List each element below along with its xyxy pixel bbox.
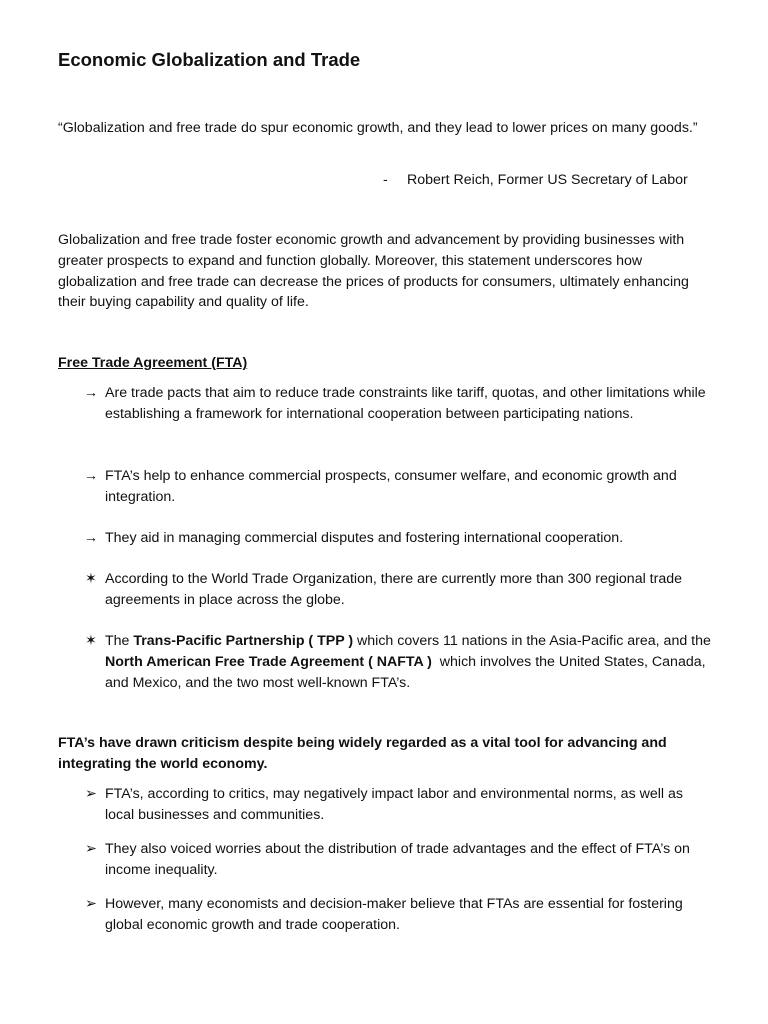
- nafta-term: North American Free Trade Agreement ( NAFTA ): [105, 653, 432, 670]
- list-item-text: FTA’s, according to critics, may negatively impact labor and environmental norms, as well as local businesses and communities.: [105, 786, 683, 823]
- list-item-text: The Trans-Pacific Partnership ( TPP ) which covers 11 nations in the Asia-Pacific area, and the North American Free Trade Agreement ( NAFTA ) which involves the United States, Canada, and Mexico, and the two most well-known FTA’s.: [105, 633, 711, 691]
- quote-attribution-line: [383, 170, 713, 191]
- list-item: [81, 528, 711, 549]
- quote-text: “Globalization and free trade do spur economic growth, and they lead to lower prices on many goods.”: [58, 120, 698, 136]
- arrow-right-icon: →: [83, 385, 99, 401]
- list-item: [81, 383, 711, 425]
- list-item-text: They aid in managing commercial disputes and fostering international cooperation.: [105, 530, 624, 546]
- list-item-text: According to the World Trade Organization, there are currently more than 300 regional trade agreements in place across the globe.: [105, 571, 683, 608]
- list-item: [81, 894, 711, 936]
- criticism-heading: FTA’s have drawn criticism despite being widely regarded as a vital tool for advancing and integrating the world economy.: [58, 735, 667, 772]
- list-item: [81, 784, 711, 826]
- list-item: [81, 569, 711, 611]
- fta-heading: Free Trade Agreement (FTA): [58, 355, 248, 371]
- quote-dash: -: [383, 172, 388, 188]
- list-item: [81, 839, 711, 881]
- list-item-text: They also voiced worries about the distribution of trade advantages and the effect of FTA’s on income inequality.: [105, 841, 690, 878]
- list-item-text: FTA’s help to enhance commercial prospects, consumer welfare, and economic growth and integration.: [105, 468, 677, 505]
- list-item-text: Are trade pacts that aim to reduce trade constraints like tariff, quotas, and other limitations while establishing a framework for international cooperation between participating nations.: [105, 385, 706, 422]
- arrowhead-bullet-icon: ➢: [85, 896, 97, 912]
- intro-paragraph: Globalization and free trade foster economic growth and advancement by providing businesses with greater prospects to expand and function globally. Moreover, this statement underscores how globalization and free trade can decrease the prices of products for consumers, ultimately enhancing their buying capability and quality of life.: [58, 232, 689, 311]
- list-item-text: However, many economists and decision-maker believe that FTAs are essential for fostering global economic growth and trade cooperation.: [105, 896, 683, 933]
- star-bullet-icon: ✶: [85, 633, 97, 649]
- list-item: [81, 631, 711, 693]
- quote-attribution: Robert Reich, Former US Secretary of Labor: [407, 172, 688, 188]
- tpp-term: Trans-Pacific Partnership ( TPP ): [133, 633, 354, 649]
- arrow-right-icon: →: [83, 530, 99, 546]
- arrowhead-bullet-icon: ➢: [85, 786, 97, 802]
- arrow-right-icon: →: [83, 468, 99, 484]
- star-bullet-icon: ✶: [85, 571, 97, 587]
- list-item: [81, 466, 711, 508]
- arrowhead-bullet-icon: ➢: [85, 841, 97, 857]
- page-title: Economic Globalization and Trade: [58, 49, 361, 70]
